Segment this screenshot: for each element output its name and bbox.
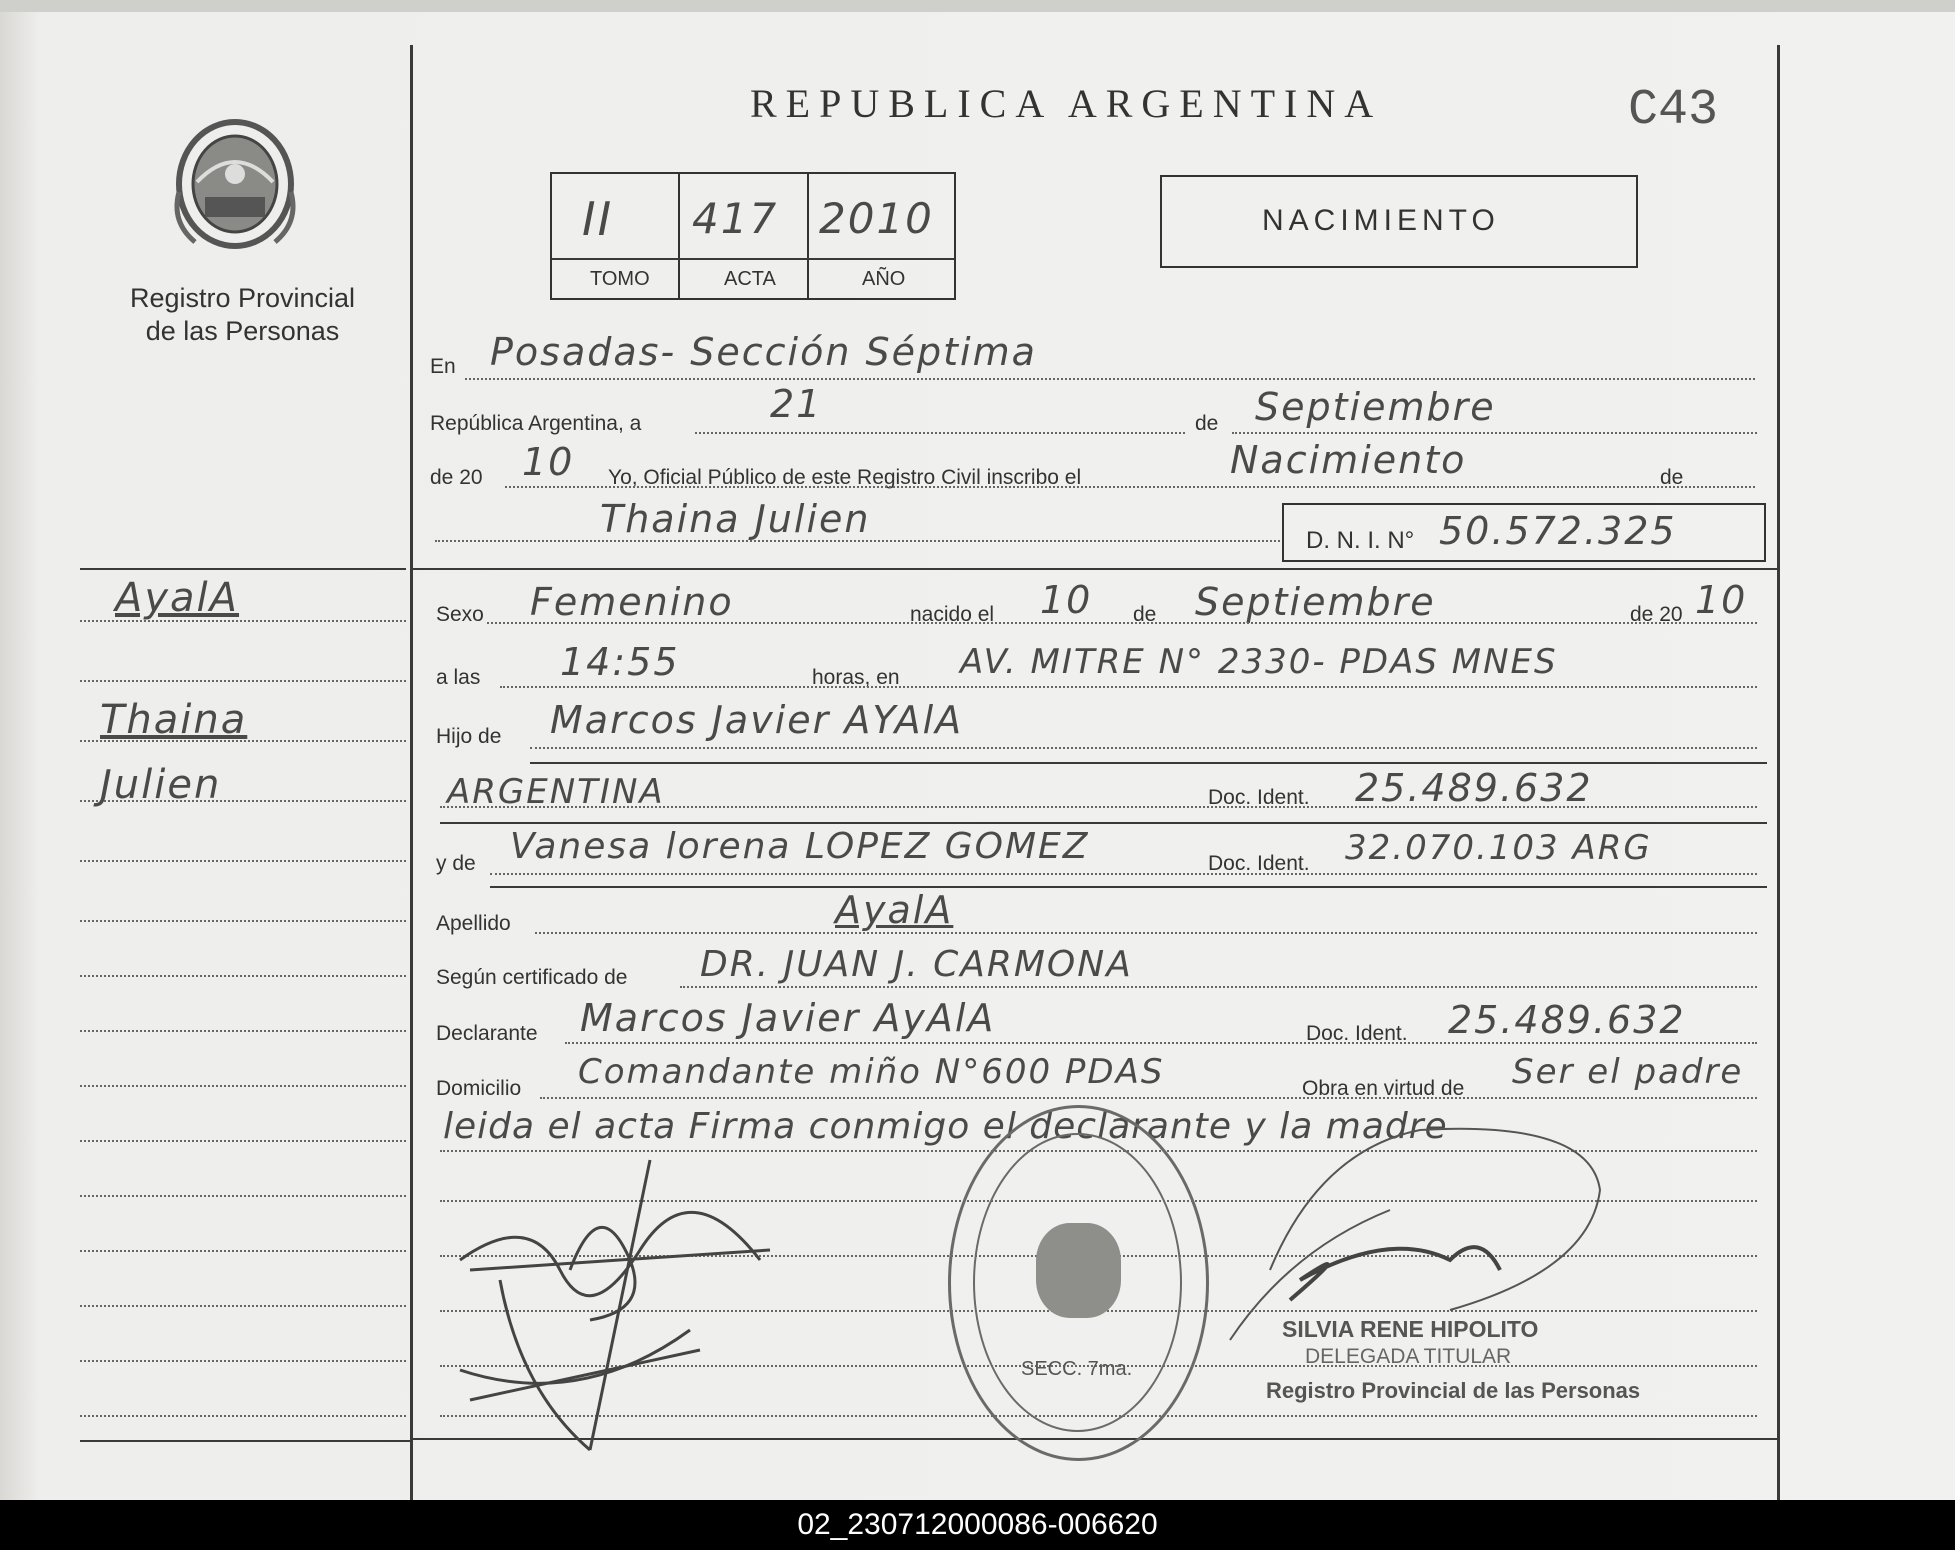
hw-sexo: Femenino — [530, 580, 734, 624]
form-divider-2 — [530, 762, 1767, 764]
margin-line — [80, 1415, 406, 1417]
line-segun — [680, 986, 1757, 988]
record-box — [550, 172, 956, 300]
label-dni: D. N. I. N° — [1306, 527, 1415, 554]
hw-nacionalidad: ARGENTINA — [447, 772, 665, 812]
label-alas: a las — [436, 666, 481, 689]
label-nacido: nacido el — [910, 603, 995, 626]
hw-lugar: Posadas- Sección Séptima — [490, 330, 1037, 374]
form-divider-3 — [440, 822, 1767, 824]
hw-apellido: AyalA — [835, 888, 954, 932]
left-column-border — [410, 45, 413, 1500]
label-horas: horas, en — [812, 666, 900, 689]
label-docident3: Doc. Ident. — [1306, 1022, 1408, 1045]
margin-line — [80, 1250, 406, 1252]
margin-line — [80, 1360, 406, 1362]
page-title: REPUBLICA ARGENTINA — [750, 81, 1383, 126]
margin-line — [80, 1085, 406, 1087]
hw-declarante: Marcos Javier AyAlA — [580, 996, 996, 1040]
line-mes — [1232, 432, 1757, 434]
acta-label: ACTA — [724, 268, 776, 290]
margin-line — [80, 860, 406, 862]
hw-mes: Septiembre — [1255, 385, 1496, 429]
margin-line — [80, 975, 406, 977]
hw-acto: Nacimiento — [1230, 438, 1467, 482]
line-sexo — [487, 622, 1757, 624]
margin-line — [80, 1030, 406, 1032]
hw-nac-dia: 10 — [1040, 578, 1093, 622]
declarant-signature — [440, 1150, 800, 1470]
label-sexo: Sexo — [436, 603, 484, 626]
anio-value: 2010 — [819, 194, 934, 243]
acta-value: 417 — [692, 194, 779, 243]
hw-anio: 10 — [522, 440, 575, 484]
hw-nac-anio: 10 — [1695, 578, 1748, 622]
label-apellido: Apellido — [436, 912, 511, 935]
seal-name: SILVIA RENE HIPOLITO — [1282, 1316, 1539, 1342]
margin-divider — [80, 568, 406, 570]
label-de20b: de 20 — [1630, 603, 1683, 626]
label-yo: Yo, Oficial Público de este Registro Civil inscribo el — [608, 466, 1082, 489]
seal-org: Registro Provincial de las Personas — [1266, 1378, 1641, 1403]
form-divider-4 — [490, 886, 1767, 888]
hw-lugar-nac: AV. MITRE N° 2330- PDAS MNES — [960, 642, 1558, 682]
line-declarante — [565, 1042, 1757, 1044]
margin-surname: AyalA — [115, 575, 240, 621]
record-type: NACIMIENTO — [1262, 204, 1500, 237]
hw-madre: Vanesa lorena LOPEZ GOMEZ — [510, 826, 1090, 867]
agency-line2: de las Personas — [145, 316, 340, 346]
line-nacionalidad — [440, 806, 1757, 808]
margin-line — [80, 1195, 406, 1197]
margin-name2: Julien — [100, 762, 222, 808]
anio-label: AÑO — [862, 268, 906, 290]
margin-name1: Thaina — [100, 697, 248, 743]
margin-bottom-line — [80, 1440, 410, 1442]
margin-line — [80, 1140, 406, 1142]
label-republica: República Argentina, a — [430, 412, 642, 435]
right-border — [1777, 45, 1780, 1500]
margin-line — [80, 1305, 406, 1307]
label-hijo: Hijo de — [436, 725, 502, 748]
hw-doc-madre: 32.070.103 ARG — [1345, 828, 1652, 868]
label-domicilio: Domicilio — [436, 1077, 522, 1100]
tomo-value: II — [582, 192, 614, 246]
hw-nombre: Thaina Julien — [600, 497, 871, 541]
line-hijo — [530, 747, 1757, 749]
hw-nac-mes: Septiembre — [1195, 580, 1436, 624]
official-signature — [1170, 1110, 1650, 1350]
line-domicilio — [540, 1097, 1757, 1099]
line-apellido — [535, 932, 1757, 934]
label-en: En — [430, 355, 456, 378]
top-edge — [0, 0, 1955, 12]
seal-role: DELEGADA TITULAR — [1305, 1345, 1512, 1368]
hw-domicilio: Comandante miño N°600 PDAS — [578, 1052, 1165, 1092]
label-de-after: de — [1660, 466, 1684, 489]
hw-dia: 21 — [770, 382, 823, 426]
margin-line — [80, 920, 406, 922]
hw-certificado: DR. JUAN J. CARMONA — [700, 944, 1133, 985]
hw-nota: leida el acta Firma conmigo el declarante y la madre — [443, 1106, 1448, 1147]
hw-padre: Marcos Javier AYAlA — [550, 698, 964, 742]
page-code: C43 — [1628, 82, 1719, 139]
misiones-coat-of-arms — [165, 112, 305, 257]
dni-box — [1282, 503, 1766, 562]
line-de20 — [505, 486, 1755, 488]
stamp-emblem — [1036, 1223, 1121, 1318]
image-id-footer: 02_230712000086-006620 — [0, 1500, 1955, 1550]
hw-doc-declarante: 25.489.632 — [1448, 998, 1686, 1042]
line-en — [465, 378, 1755, 380]
label-obra: Obra en virtud de — [1302, 1077, 1465, 1100]
line-nombre — [435, 540, 1280, 542]
label-yde: y de — [436, 852, 476, 875]
agency-name — [95, 282, 390, 348]
label-docident1: Doc. Ident. — [1208, 786, 1310, 809]
form-divider-1 — [413, 568, 1777, 570]
agency-line1: Registro Provincial — [129, 283, 356, 313]
record-type-box — [1160, 175, 1638, 268]
record-box-divider — [552, 258, 954, 260]
line-alas — [500, 686, 1757, 688]
label-de-mid: de — [1133, 603, 1157, 626]
hw-dni: 50.572.325 — [1439, 509, 1677, 553]
hw-doc-padre: 25.489.632 — [1355, 766, 1593, 810]
stamp-text: SECC. 7ma. — [1021, 1358, 1133, 1380]
tomo-label: TOMO — [590, 268, 650, 290]
label-de20: de 20 — [430, 466, 483, 489]
margin-line — [80, 680, 406, 682]
hw-obra: Ser el padre — [1512, 1052, 1744, 1092]
line-yde — [490, 873, 1757, 875]
hw-hora: 14:55 — [560, 640, 680, 684]
label-docident2: Doc. Ident. — [1208, 852, 1310, 875]
label-de-mes: de — [1195, 412, 1219, 435]
line-republica — [695, 432, 1185, 434]
label-declarante: Declarante — [436, 1022, 538, 1045]
label-segun: Según certificado de — [436, 966, 628, 989]
